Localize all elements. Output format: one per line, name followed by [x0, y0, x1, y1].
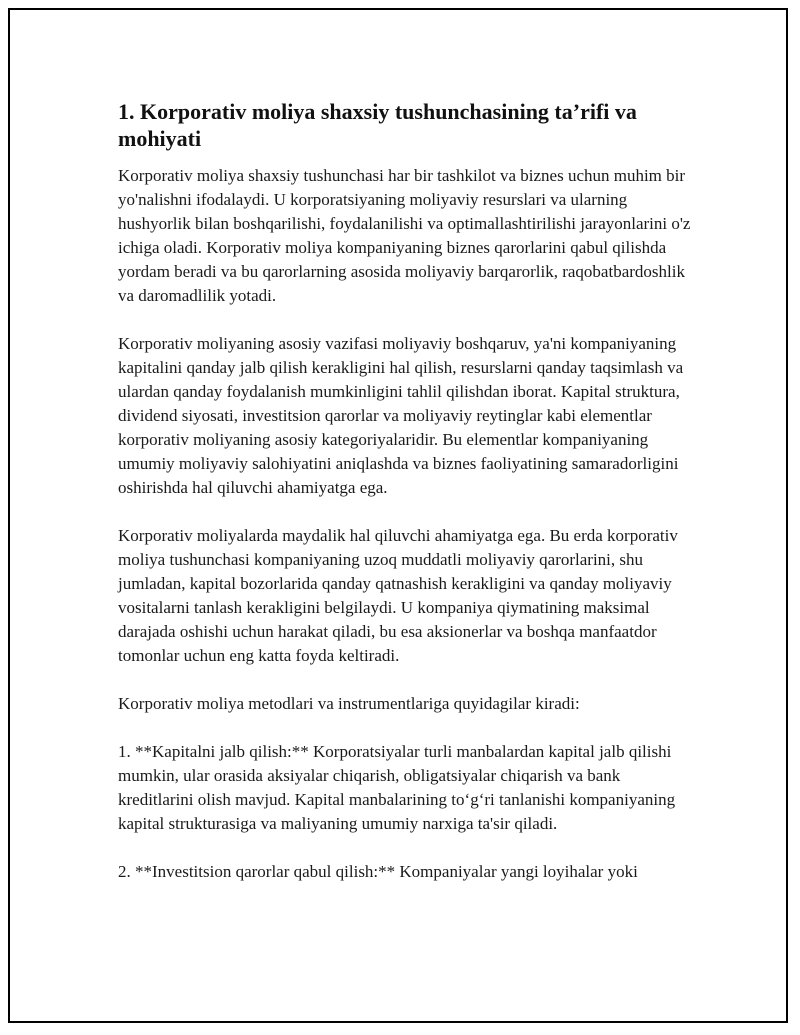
page	[8, 8, 788, 1023]
paragraph-1: Korporativ moliya shaxsiy tushunchasi har bir tashkilot va biznes uchun muhim bir yo'nalishni ifodalaydi. U korporatsiyaning moliyaviy resurslari va ularning hushyorlik bilan boshqarilishi, foydalanilishi va optimallashtirilishi jarayonlarini o'z ichiga oladi. Korporativ moliya kompaniyaning biznes qarorlarini qabul qilishda yordam beradi va bu qarorlarning asosida moliyaviy barqarorlik, raqobatbardoshlik va daromadlilik yotadi.	[118, 166, 691, 305]
paragraph-4: Korporativ moliya metodlari va instrumentlariga quyidagilar kiradi:	[118, 694, 580, 713]
list-item-1: 1. **Kapitalni jalb qilish:** Korporatsiyalar turli manbalardan kapital jalb qilishi mumkin, ular orasida aksiyalar chiqarish, obligatsiyalar chiqarish va bank kreditlarini olish mavjud. Kapital manbalarining to‘g‘ri tanlanishi kompaniyaning kapital strukturasiga va maliyaning umumiy narxiga ta'sir qiladi.	[118, 742, 676, 833]
list-item-2: 2. **Investitsion qarorlar qabul qilish:** Kompaniyalar yangi loyihalar yoki	[118, 862, 638, 881]
paragraph-2: Korporativ moliyaning asosiy vazifasi moliyaviy boshqaruv, ya'ni kompaniyaning kapitalini qanday jalb qilish kerakligini hal qilish, resurslarni qanday taqsimlash va ulardan qanday foydalanish mumkinligini tahlil qilishdan iborat. Kapital struktura, dividend siyosati, investitsion qarorlar va moliyaviy reytinglar kabi elementlar korporativ moliyaning asosiy kategoriyalaridir. Bu elementlar kompaniyaning umumiy moliyaviy salohiyatini aniqlashda va biznes faoliyatining samaradorligini oshirishda hal qiluvchi ahamiyatga ega.	[118, 334, 684, 497]
section-heading: 1. Korporativ moliya shaxsiy tushunchasining ta’rifi va mohiyati	[118, 99, 637, 151]
document-body	[118, 98, 698, 908]
paragraph-3: Korporativ moliyalarda maydalik hal qiluvchi ahamiyatga ega. Bu erda korporativ moliya tushunchasi kompaniyaning uzoq muddatli moliyaviy qarorlarini, shu jumladan, kapital bozorlarida qanday qatnashish kerakligini va qanday moliyaviy vositalarni tanlash kerakligini belgilaydi. U kompaniya qiymatining maksimal darajada oshishi uchun harakat qiladi, bu esa aksionerlar va boshqa manfaatdor tomonlar uchun eng katta foyda keltiradi.	[118, 526, 678, 665]
